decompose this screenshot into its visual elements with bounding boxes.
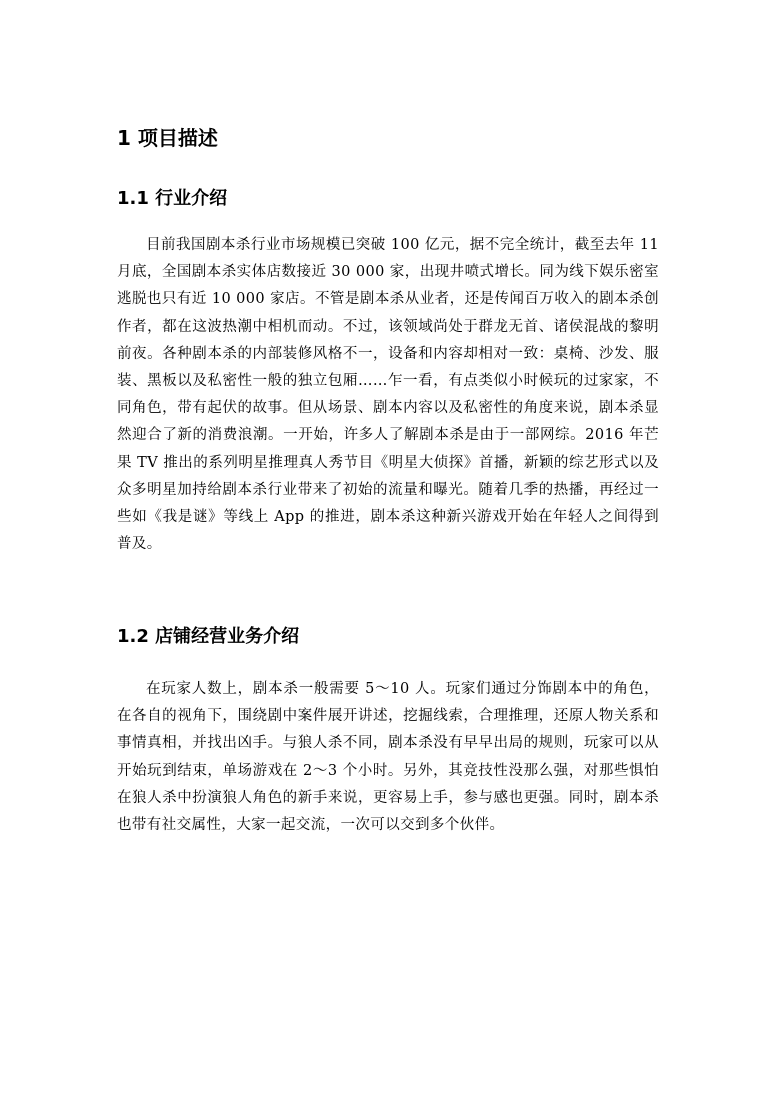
subsection-title-industry: 1.1 行业介绍 (117, 188, 228, 209)
subsection-title-store-business: 1.2 店铺经营业务介绍 (117, 626, 300, 647)
paragraph-store-business: 在玩家人数上，剧本杀一般需要 5～10 人。玩家们通过分饰剧本中的角色，在各自的视角下，围绕剧中案件展开讲述，挖掘线索，合理推理，还原人物关系和事情真相，并找出凶手。与狼人杀不同，剧本杀没有早早出局的规则，玩家可以从开始玩到结束，单场游戏在 2～3 个小时。另外，其竞技性没那么强，对那些惧怕在狼人杀中扮演狼人角色的新手来说，更容易上手，参与感也更强。同时，剧本杀也带有社交属性，大家一起交流，一次可以交到多个伙伴。 (117, 681, 659, 834)
section-title: 1 项目描述 (117, 126, 218, 150)
paragraph-industry-intro: 目前我国剧本杀行业市场规模已突破 100 亿元，据不完全统计，截至去年 11 月底，全国剧本杀实体店数接近 30 000 家，出现井喷式增长。同为线下娱乐密室逃脱也只有近 10 000 家店。不管是剧本杀从业者，还是传闻百万收入的剧本杀创作者，都在这波热潮中相机而动。不过，该领域尚处于群龙无首、诸侯混战的黎明前夜。各种剧本杀的内部装修风格不一，设备和内容却相对一致：桌椅、沙发、服装、黑板以及私密性一般的独立包厢……乍一看，有点类似小时候玩的过家家，不同角色，带有起伏的故事。但从场景、剧本内容以及私密性的角度来说，剧本杀显然迎合了新的消费浪潮。一开始，许多人了解剧本杀是由于一部网综。2016 年芒果 TV 推出的系列明星推理真人秀节目《明星大侦探》首播，新颖的综艺形式以及众多明星加持给剧本杀行业带来了初始的流量和曝光。随着几季的热播，再经过一些如《我是谜》等线上 App 的推进，剧本杀这种新兴游戏开始在年轻人之间得到普及。 (117, 237, 659, 553)
